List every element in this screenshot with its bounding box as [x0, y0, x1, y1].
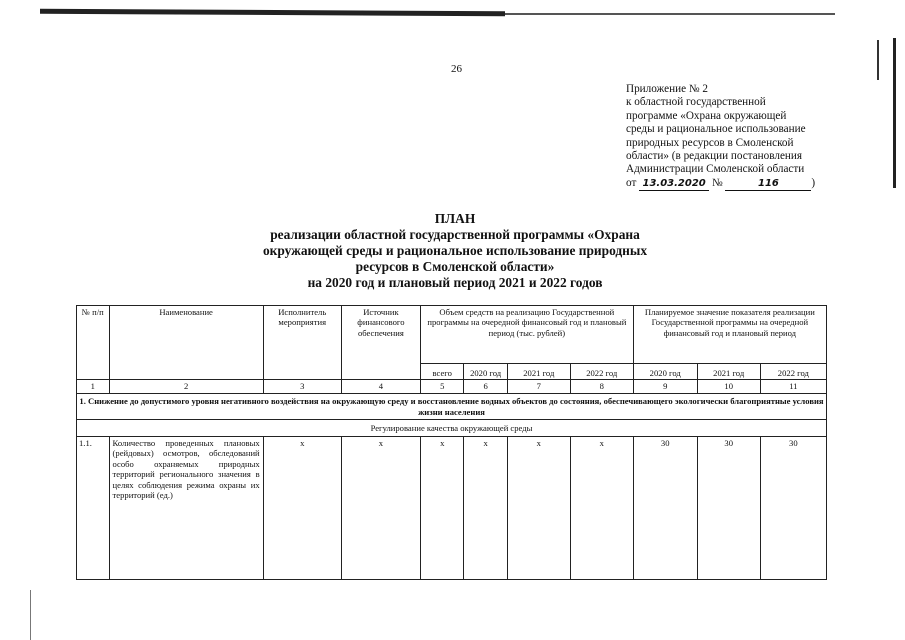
subheader-funds-2020: 2020 год [464, 364, 507, 380]
column-number: 11 [760, 380, 826, 394]
table-row [77, 437, 827, 580]
appendix-line: среды и рациональное использование [626, 123, 806, 136]
row-num: 1.1. [77, 437, 110, 580]
column-number: 9 [633, 380, 697, 394]
section-row [77, 394, 827, 420]
subheader-funds-2022: 2022 год [570, 364, 633, 380]
date-prefix: от [626, 176, 637, 189]
column-number: 7 [507, 380, 570, 394]
appendix-line: природных ресурсов в Смоленской [626, 136, 794, 149]
scan-artifact-right-edge-2 [893, 38, 896, 188]
column-number: 10 [697, 380, 760, 394]
row-indicator-2022: 30 [760, 437, 826, 580]
title-heading: ПЛАН [434, 211, 476, 226]
row-funds-2022: х [570, 437, 633, 580]
column-number: 3 [263, 380, 341, 394]
column-number: 6 [464, 380, 507, 394]
row-funds-2021: х [507, 437, 570, 580]
appendix-line: Администрации Смоленской области [626, 163, 805, 176]
column-number: 4 [341, 380, 420, 394]
title-line: реализации областной государственной программы «Охрана [270, 227, 640, 242]
scan-artifact-top [40, 9, 505, 16]
scan-artifact-left-edge [30, 590, 31, 640]
appendix-line: программе «Охрана окружающей [626, 109, 787, 122]
appendix-line: области» (в редакции постановления [626, 150, 803, 163]
appendix-date-line [626, 177, 846, 191]
subheader-funds-2021: 2021 год [507, 364, 570, 380]
handwritten-number: 116 [725, 177, 811, 191]
header-row [77, 306, 827, 364]
title-line: окружающей среды и рациональное использование природных [262, 243, 648, 258]
handwritten-date: 13.03.2020 [639, 177, 709, 191]
number-prefix: № [711, 176, 723, 189]
header-funds: Объем средств на реализацию Государственной программы на очередной финансовый год и плановый период (тыс. рублей) [421, 306, 634, 364]
row-indicator-2021: 30 [697, 437, 760, 580]
document-title [200, 211, 710, 291]
title-line: ресурсов в Смоленской области» [355, 259, 555, 274]
row-source: х [341, 437, 420, 580]
plan-table [76, 305, 827, 580]
appendix-note [626, 83, 846, 191]
column-number: 8 [570, 380, 633, 394]
header-source: Источник финансового обеспечения [341, 306, 420, 380]
row-executor: х [263, 437, 341, 580]
subheader-indicator-2022: 2022 год [760, 364, 826, 380]
subheader-indicator-2020: 2020 год [633, 364, 697, 380]
title-line: на 2020 год и плановый период 2021 и 2022 годов [307, 275, 603, 290]
column-number: 5 [421, 380, 464, 394]
appendix-line: Приложение № 2 [626, 83, 708, 95]
subheader-total: всего [421, 364, 464, 380]
row-funds-total: х [421, 437, 464, 580]
header-indicator: Планируемое значение показателя реализации Государственной программы на очередной финансовый год и плановый период [633, 306, 826, 364]
page-number: 26 [451, 63, 462, 75]
column-number-row [77, 380, 827, 394]
row-name: Количество проведенных плановых (рейдовых) осмотров, обследований особо охраняемых природных территорий регионального значения в целях соблюдения режима охраны их территорий (ед.) [109, 437, 263, 580]
closing-paren: ) [811, 176, 816, 189]
row-funds-2020: х [464, 437, 507, 580]
header-executor: Исполнитель мероприятия [263, 306, 341, 380]
subheader-indicator-2021: 2021 год [697, 364, 760, 380]
section-title: 1. Снижение до допустимого уровня негативного воздействия на окружающую среду и восстановление водных объектов до состояния, обеспечивающего экологически благоприятные условия жизни населения [77, 394, 827, 420]
row-indicator-2020: 30 [633, 437, 697, 580]
column-number: 1 [77, 380, 110, 394]
subsection-title: Регулирование качества окружающей среды [77, 420, 827, 437]
appendix-line: к областной государственной [626, 96, 766, 109]
subsection-row [77, 420, 827, 437]
column-number: 2 [109, 380, 263, 394]
scan-artifact-top-thin [505, 13, 835, 15]
header-num: № п/п [77, 306, 110, 380]
header-name: Наименование [109, 306, 263, 380]
scan-artifact-right-edge [877, 40, 879, 80]
